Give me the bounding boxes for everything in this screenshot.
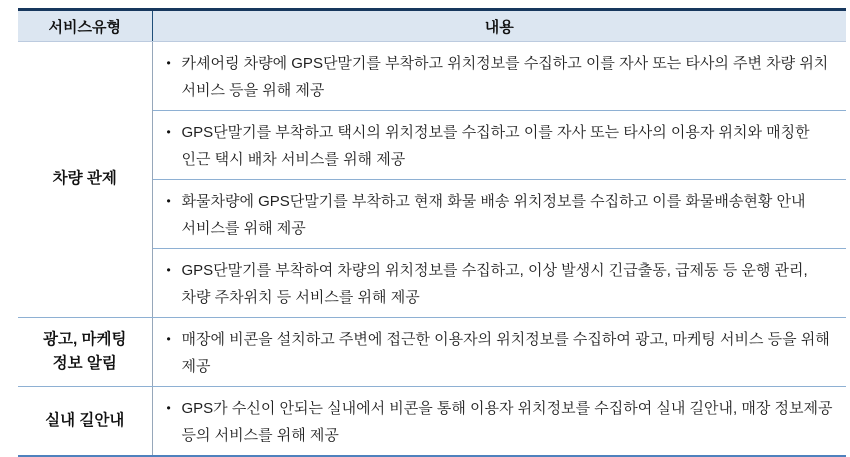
content-item-text: GPS단말기를 부착하고 택시의 위치정보를 수집하고 이를 자사 또는 타사의 이용자 위치와 매칭한 인근 택시 배차 서비스를 위해 제공: [181, 124, 810, 168]
col-header-service-type: 서비스유형: [18, 10, 152, 42]
bullet-icon: •: [166, 56, 171, 70]
table-row: [18, 318, 846, 387]
content-item-text: GPS가 수신이 안되는 실내에서 비콘을 통해 이용자 위치정보를 수집하여 실내 길안내, 매장 정보제공 등의 서비스를 위해 제공: [181, 400, 833, 444]
content-cell: [152, 387, 846, 457]
bullet-icon: •: [166, 263, 171, 277]
list-item: [166, 326, 835, 380]
header-row: [18, 10, 846, 42]
service-type-cell-indoor-guide: 실내 길안내: [18, 387, 152, 457]
bullet-icon: •: [166, 194, 171, 208]
list-item: [166, 50, 835, 104]
content-cell: [152, 111, 846, 180]
content-cell: [152, 249, 846, 318]
content-cell: [152, 318, 846, 387]
list-item: [166, 188, 835, 242]
service-table: [18, 8, 846, 457]
table-row: [18, 387, 846, 457]
list-item: [166, 395, 835, 449]
service-type-cell-ad-marketing: 광고, 마케팅 정보 알림: [18, 318, 152, 387]
col-header-content: 내용: [152, 10, 846, 42]
bullet-icon: •: [166, 125, 171, 139]
bullet-icon: •: [166, 332, 171, 346]
service-type-cell-vehicle-control: 차량 관제: [18, 42, 152, 318]
bullet-icon: •: [166, 401, 171, 415]
service-table-container: [18, 8, 846, 457]
content-cell: [152, 180, 846, 249]
content-cell: [152, 42, 846, 111]
list-item: [166, 119, 835, 173]
content-item-text: 카셰어링 차량에 GPS단말기를 부착하고 위치정보를 수집하고 이를 자사 또는 타사의 주변 차량 위치 서비스 등을 위해 제공: [181, 55, 829, 99]
list-item: [166, 257, 835, 311]
content-item-text: 화물차량에 GPS단말기를 부착하고 현재 화물 배송 위치정보를 수집하고 이를 화물배송현황 안내 서비스를 위해 제공: [181, 193, 806, 237]
content-item-text: GPS단말기를 부착하여 차량의 위치정보를 수집하고, 이상 발생시 긴급출동, 급제동 등 운행 관리, 차량 주차위치 등 서비스를 위해 제공: [181, 262, 808, 306]
table-row: [18, 42, 846, 111]
content-item-text: 매장에 비콘을 설치하고 주변에 접근한 이용자의 위치정보를 수집하여 광고, 마케팅 서비스 등을 위해 제공: [181, 331, 830, 375]
